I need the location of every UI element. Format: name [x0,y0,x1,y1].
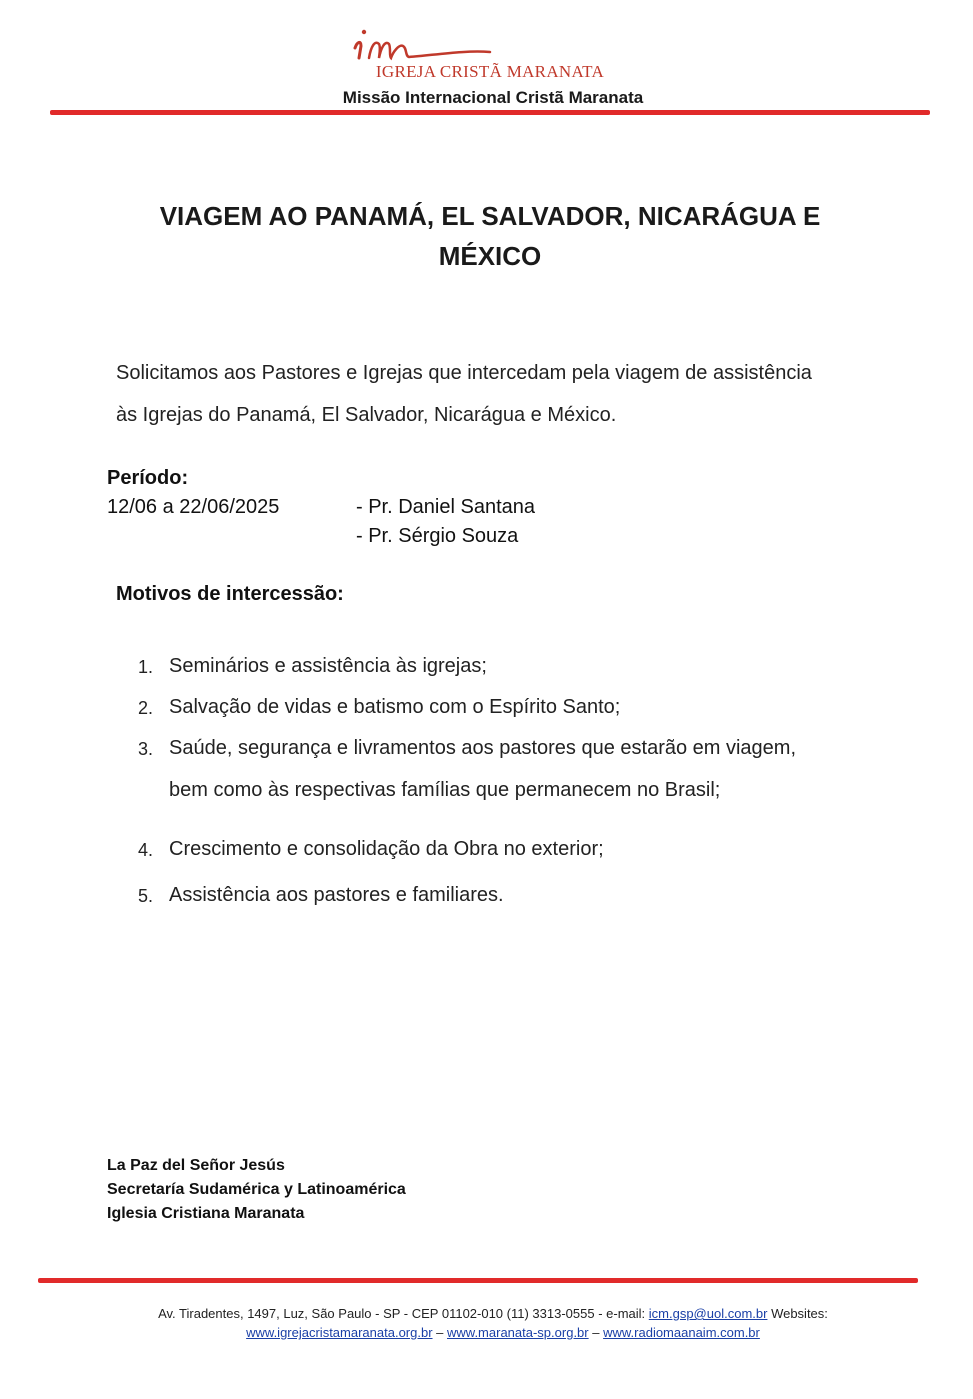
pastor-name: - Pr. Sérgio Souza [356,525,519,547]
footer-contact [0,1306,973,1321]
title-line: VIAGEM AO PANAMÁ, EL SALVADOR, NICARÁGUA E [159,201,821,231]
list-number: 4. [138,840,154,860]
period-dates: 12/06 a 22/06/2025 [107,496,280,518]
list-number: 1. [138,657,154,677]
websites-label: Websites: [767,1306,828,1321]
email-link[interactable]: icm.gsp@uol.com.br [648,1306,768,1321]
footer-websites [0,1325,973,1340]
list-number: 5. [138,886,154,906]
list-item-text: Assistência aos pastores e familiares. [169,884,504,906]
footer-address: Av. Tiradentes, 1497, Luz, São Paulo - SP - CEP 01102-010 (11) 3313-0555 - e-mail: [158,1306,649,1321]
website-link[interactable]: www.radiomaanaim.com.br [603,1325,760,1340]
title-line: MÉXICO [438,241,542,271]
church-logo [345,22,495,66]
separator: – [432,1325,447,1340]
period-label: Período: [107,467,189,489]
list-item-text: Seminários e assistência às igrejas; [169,655,487,677]
header-divider [50,110,930,115]
intro-paragraph [116,352,906,436]
footer-divider [38,1278,918,1283]
list-item-line: Saúde, segurança e livramentos aos pastores que estarão em viagem, [169,737,797,759]
list-item-text [169,727,889,811]
org-name: IGREJA CRISTÃ MARANATA [375,62,605,81]
closing-line: Secretaría Sudamérica y Latinoamérica [107,1181,406,1198]
document-title [80,196,900,276]
pastor-name: - Pr. Daniel Santana [356,496,535,518]
website-link[interactable]: www.maranata-sp.org.br [447,1325,589,1340]
closing-line: La Paz del Señor Jesús [107,1157,285,1174]
list-item-line: bem como às respectivas famílias que permanecem no Brasil; [169,779,721,801]
website-link[interactable]: www.igrejacristamaranata.org.br [246,1325,433,1340]
intro-line: Solicitamos aos Pastores e Igrejas que intercedam pela viagem de assistência [116,362,812,384]
list-number: 3. [138,739,154,759]
intro-line: às Igrejas do Panamá, El Salvador, Nicarágua e México. [116,404,617,426]
list-item-text: Salvação de vidas e batismo com o Espírito Santo; [169,696,621,718]
closing-line: Iglesia Cristiana Maranata [107,1205,305,1222]
list-item-text: Crescimento e consolidação da Obra no exterior; [169,838,604,860]
motives-heading: Motivos de intercessão: [116,583,344,605]
list-number: 2. [138,698,154,718]
mission-name: Missão Internacional Cristã Maranata [342,88,644,107]
separator: – [588,1325,604,1340]
